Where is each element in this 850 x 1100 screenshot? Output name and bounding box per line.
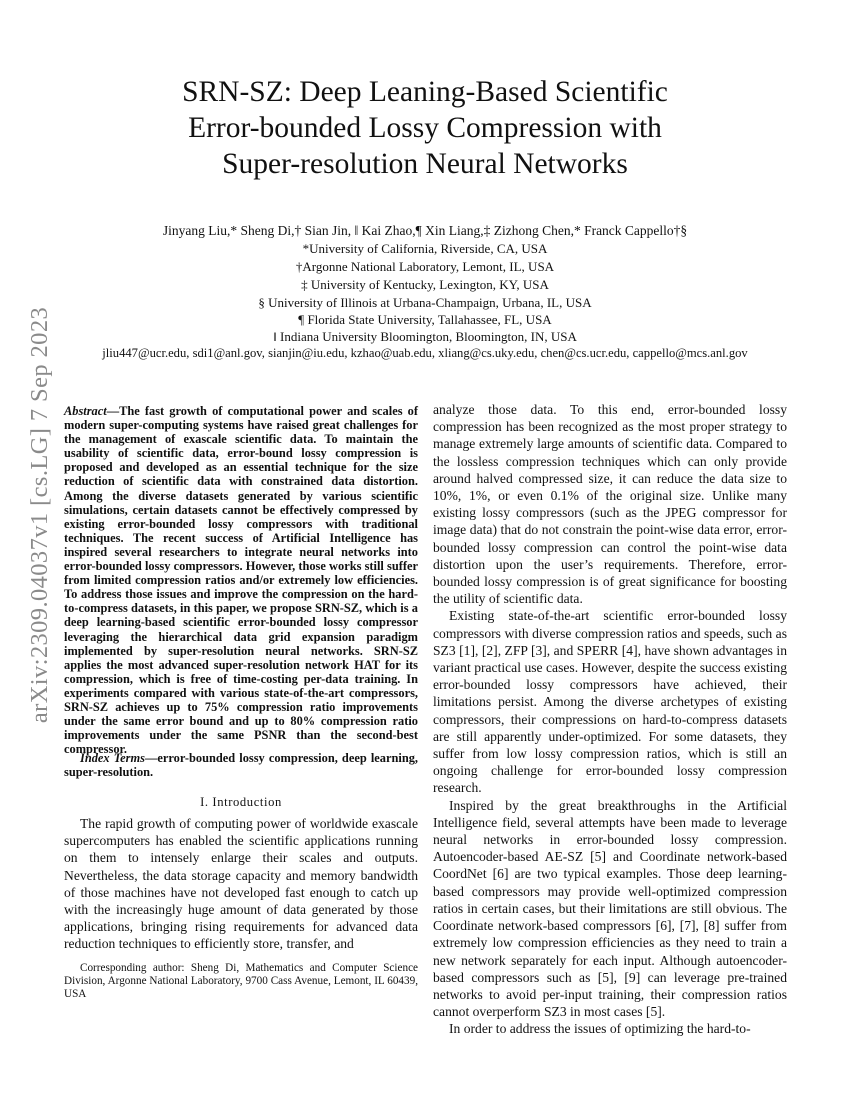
affiliation: ‡ University of Kentucky, Lexington, KY, USA [301,277,549,292]
index-terms [64,751,418,779]
affiliation: § University of Illinois at Urbana-Champaign, Urbana, IL, USA [258,295,592,310]
abstract-head: Abstract [64,404,107,418]
footnote: Corresponding author: Sheng Di, Mathematics and Computer Science Division, Argonne National Laboratory, 9700 Cass Avenue, Lemont, IL 60439, USA [64,962,418,1000]
paragraph: Existing state-of-the-art scientific error-bounded lossy compressors with diverse compression ratios and speeds, such as SZ3 [1], [2], ZFP [3], and SPERR [4], have shown advantages in variant practical use cases. However, despite the success existing error-bounded lossy compressors have achieved, their limitations persist. Among the diverse archetypes of existing compressors, their compressions on hard-to-compress datasets are still apparently under-optimized. For some datasets, they suffer from low lossy compression ratios, which is still an ongoing challenge for error-bounded lossy compression research. [433,608,787,796]
abstract [64,404,418,756]
affiliation: †Argonne National Laboratory, Lemont, IL, USA [295,259,555,274]
title-line: SRN-SZ: Deep Leaning-Based Scientific [182,76,668,108]
paper-title [60,74,790,182]
affiliation: ¶ Florida State University, Tallahassee, FL, USA [298,312,552,327]
title-line: Super-resolution Neural Networks [222,148,628,180]
index-terms-text: —error-bounded lossy compression, deep learning, super-resolution. [64,751,418,780]
affiliation: *University of California, Riverside, CA, USA [302,241,548,256]
intro-paragraph: The rapid growth of computing power of worldwide exascale supercomputers has enabled the scientific applications running on them to intensely enlarge their scales and outputs. Nevertheless, the data storage capacity and memory bandwidth of those machines have not developed fast enough to catch up with the increasingly huge amount of data generated by those applications, bringing rising requirements for advanced data reduction techniques to efficiently store, transfer, and [64,816,418,952]
arxiv-stamp: arXiv:2309.04037v1 [cs.LG] 7 Sep 2023 [26,306,53,724]
affiliation: ‖ Indiana University Bloomington, Bloomington, IN, USA [273,329,577,344]
right-column [433,401,787,1038]
title-line: Error-bounded Lossy Compression with [188,112,662,144]
paragraph: Inspired by the great breakthroughs in the Artificial Intelligence field, several attempts have been made to leverage neural networks in error-bounded lossy compression. Autoencoder-based AE-SZ [5] and Coordinate network-based CoordNet [6] are two typical examples. Those deep learning-based compressors may provide well-optimized compression ratios in certain cases, but their limitations are still obvious. The Coordinate network-based compressors [6], [7], [8] suffer from extremely low compression efficiencies as they need to train a new network separately for each input. Although autoencoder-based compressors such as [5], [9] can leverage pre-trained networks to avoid per-input training, their compression ratios cannot overperform SZ3 in most cases [5]. [433,797,787,1020]
abstract-text: —The fast growth of computational power and scales of modern super-computing systems have raised great challenges for the management of exascale scientific data. To maintain the usability of scientific data, error-bound lossy compression is proposed and developed as an essential technique for the size reduction of scientific data with constrained data distortion. Among the diverse datasets generated by various scientific simulations, certain datasets cannot be effectively compressed by existing error-bounded lossy compressors with traditional techniques. The recent success of Artificial Intelligence has inspired several researchers to integrate neural networks into error-bounded lossy compressors. However, those works still suffer from limited compression ratios and/or extremely low efficiencies. To address those issues and improve the compression on the hard-to-compress datasets, in this paper, we propose SRN-SZ, which is a deep learning-based scientific error-bounded lossy compressor leveraging the hierarchical data grid expansion paradigm implemented by super-resolution neural networks. SRN-SZ applies the most advanced super-resolution network HAT for its compression, which is free of time-costing per-data training. In experiments compared with various state-of-the-art compressors, SRN-SZ achieves up to 75% compression ratio improvements under the same error bound and up to 80% compression ratio improvements under the same PSNR than the second-best compressor. [64,404,418,757]
section-heading: I. Introduction [200,795,282,809]
paragraph: analyze those data. To this end, error-bounded lossy compression has been recognized as the most proper strategy to manage extremely large amounts of scientific data. Compared to the lossless compression techniques which can only provide around halved compressed size, it can reduce the data size to 10%, 1%, or even 0.1% of the original size. Unlike many existing lossy compressors (such as the JPEG compressor for image data) that do not constrain the point-wise data error, error-bounded lossy compression can control the point-wise data distortion upon the user’s requirements. Therefore, error-bounded lossy compression is of great significance for boosting the utility of scientific data. [433,402,787,607]
email-list: jliu447@ucr.edu, sdi1@anl.gov, sianjin@iu.edu, kzhao@uab.edu, xliang@cs.uky.edu, chen@cs.ucr.edu, cappello@mcs.anl.gov [102,346,748,360]
index-terms-head: Index Terms [80,751,145,765]
paragraph: In order to address the issues of optimizing the hard-to- [449,1021,751,1037]
author-list: Jinyang Liu,* Sheng Di,† Sian Jin, ‖ Kai Zhao,¶ Xin Liang,‡ Zizhong Chen,* Franck Cappello†§ [162,223,688,238]
